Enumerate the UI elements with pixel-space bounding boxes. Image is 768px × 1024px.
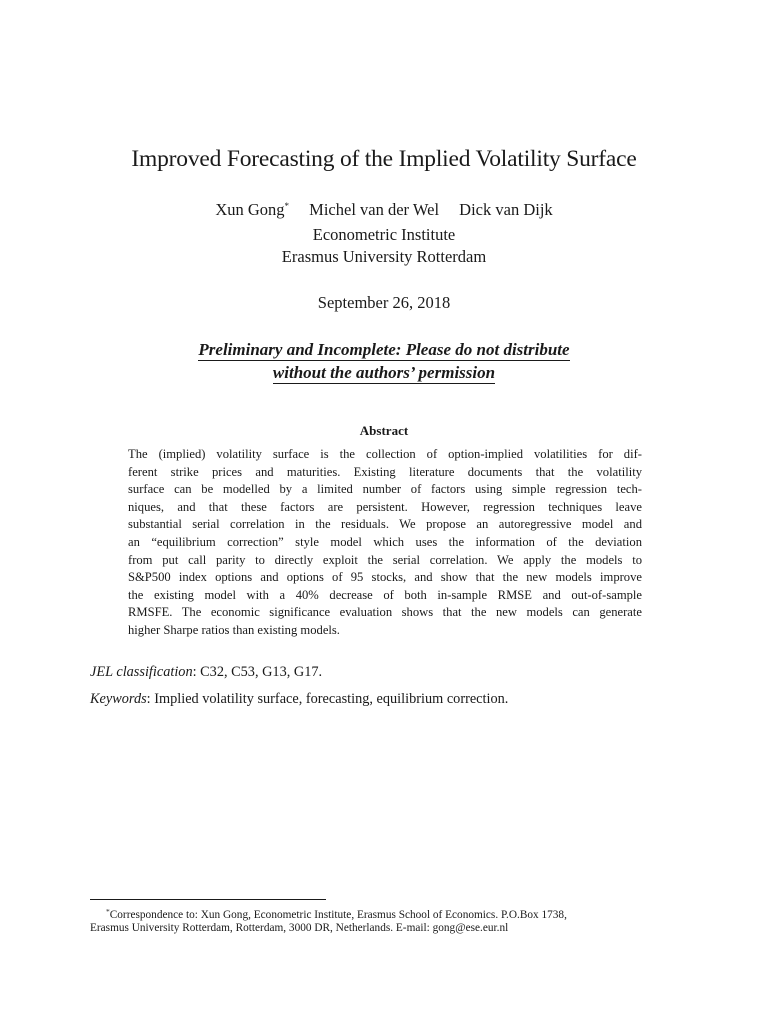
distribution-notice-text: without the authors’ permission [272,363,496,382]
distribution-notice-line [0,340,768,360]
abstract-line: higher Sharpe ratios than existing models. [128,622,340,637]
footnote-rule [90,899,326,900]
affiliation-university: Erasmus University Rotterdam [281,247,487,266]
keywords [90,691,508,708]
author-list [0,200,768,220]
distribution-notice-line [0,363,768,383]
distribution-notice-text: Preliminary and Incomplete: Please do not distribute [198,340,570,359]
affiliation-institute: Econometric Institute [312,225,456,244]
keywords-label: Keywords [90,691,147,707]
abstract-line: substantial serial correlation in the residuals. We propose an autoregressive model and [128,517,642,532]
author-name [215,200,289,219]
jel-label: JEL classification [90,664,193,680]
abstract-line: ferent strike prices and maturities. Existing literature documents that the volatility [128,464,642,479]
author-name-text: Xun Gong [215,200,285,219]
abstract-line: the existing model with a 40% decrease of both in-sample RMSE and out-of-sample [128,587,642,602]
keywords-value: : Implied volatility surface, forecasting, equilibrium correction. [146,691,509,707]
abstract-heading: Abstract [359,423,409,438]
jel-value: : C32, C53, G13, G17. [192,664,323,680]
abstract-line: The (implied) volatility surface is the collection of option-implied volatilities for dif- [128,447,642,461]
abstract-line: surface can be modelled by a limited number of factors using simple regression tech- [128,482,642,497]
abstract-body [128,446,642,640]
footnote-line: Erasmus University Rotterdam, Rotterdam, 3000 DR, Netherlands. E-mail: gong@ese.eur.nl [90,922,509,934]
abstract-line: from put call parity to directly exploit the serial correlation. We apply the models to [128,552,642,567]
footnote-text: Correspondence to: Xun Gong, Econometric Institute, Erasmus School of Economics. P.O.Box 1738, [109,909,567,921]
author-footnote-marker: * [284,201,290,211]
jel-classification [90,664,322,681]
abstract-line: RMSFE. The economic significance evaluation shows that the new models can generate [128,605,642,620]
paper-date: September 26, 2018 [317,293,451,312]
abstract-line: an “equilibrium correction” style model which uses the information of the deviation [128,534,642,549]
author-name: Dick van Dijk [459,200,553,219]
footnote-marker: * [106,907,110,916]
abstract-line: S&P500 index options and options of 95 stocks, and show that the new models improve [128,570,642,585]
paper-title: Improved Forecasting of the Implied Volatility Surface [131,146,637,172]
abstract-line: niques, and that these factors are persistent. However, regression techniques leave [128,499,642,514]
author-name: Michel van der Wel [309,200,440,219]
